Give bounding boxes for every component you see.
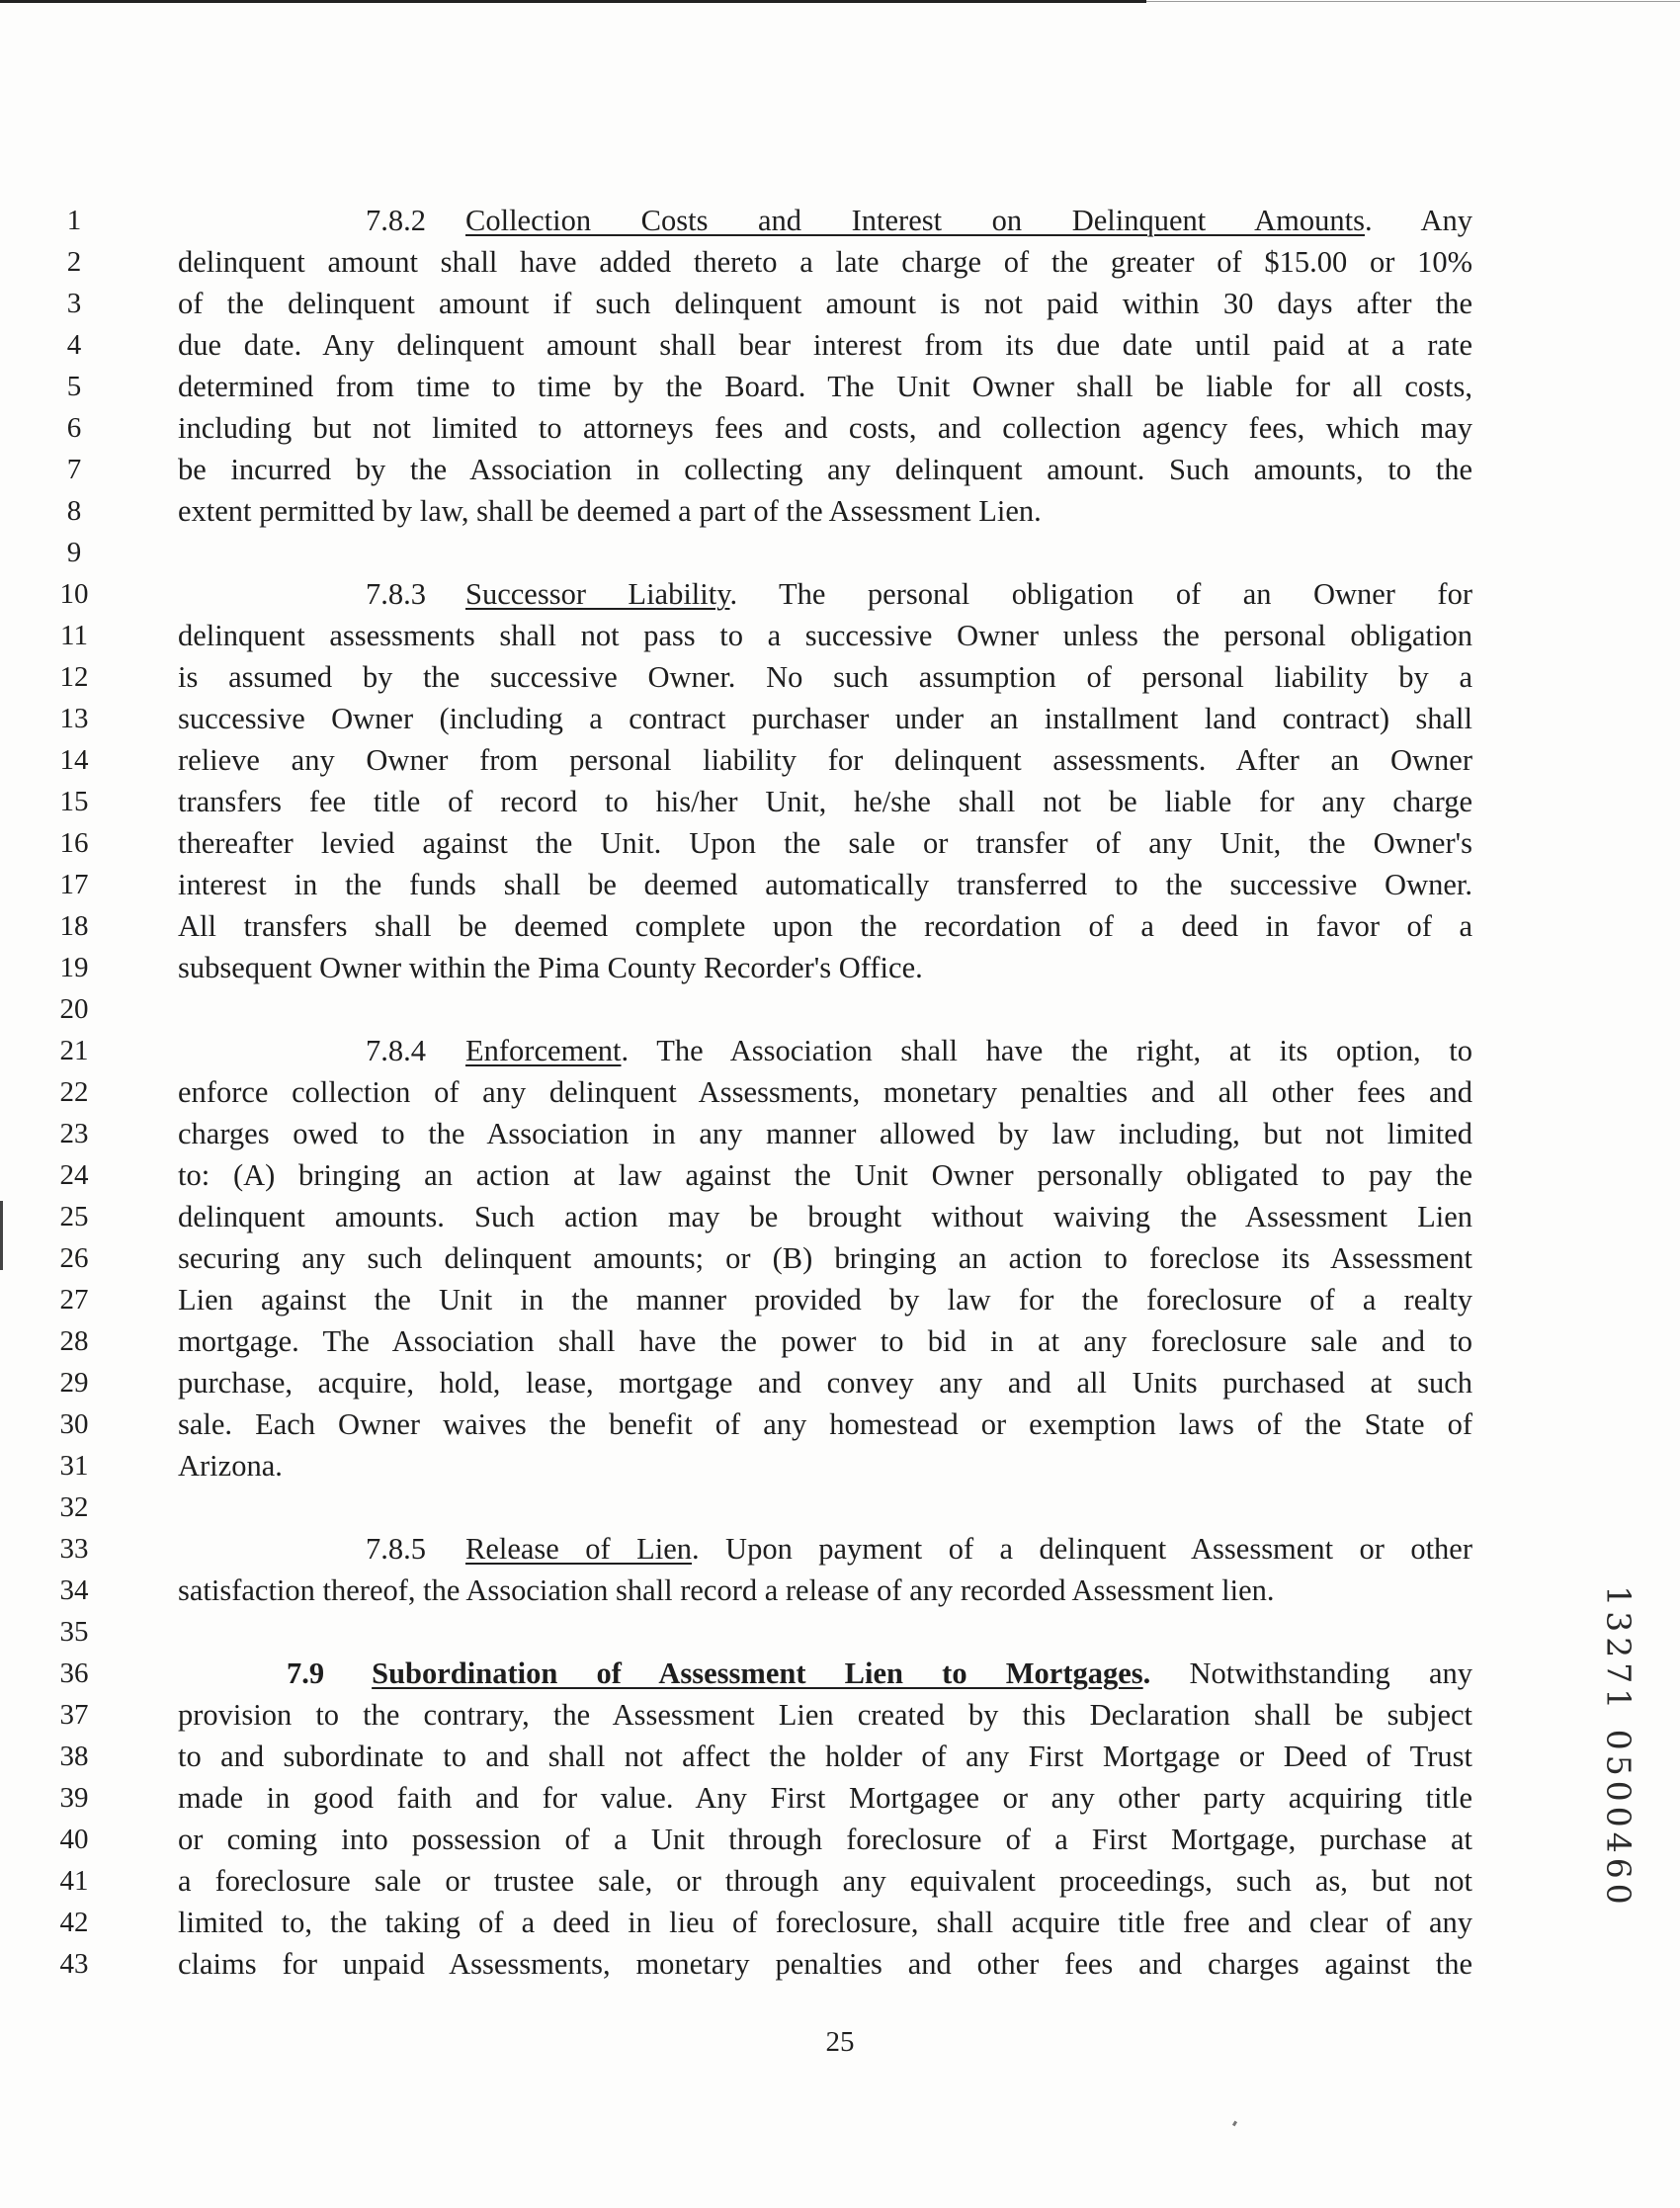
section-heading: Subordination of Assessment Lien to Mortgages: [372, 1656, 1143, 1690]
line-number: 43: [59, 1948, 89, 1980]
section-heading: Collection Costs and Interest on Delinquent Amounts: [465, 204, 1365, 237]
line-number: 42: [59, 1907, 89, 1938]
section-number: 7.8.3: [366, 577, 426, 611]
line-number: 6: [66, 412, 82, 444]
line-number: 41: [59, 1865, 89, 1897]
line-number: 33: [59, 1533, 89, 1565]
blank-line: [178, 1486, 1472, 1528]
section-7-8-3: 7.8.3 Successor Liability. The personal obligation of an Owner for delinquent assessments shall not pass to a successive Owner unless the personal obligation is assumed by the successive Owner. No such assumption of personal liability by a successive Owner (including a contract purchaser under an installment land contract) shall relieve any Owner from personal liability for delinquent assessments. After an Owner transfers fee title of record to his/her Unit, he/she shall not be liable for any charge thereafter levied against the Unit. Upon the sale or transfer of any Unit, the Owner's interest in the funds shall be deemed automatically transferred to the successive Owner. All transfers shall be deemed complete upon the recordation of a deed in favor of a subsequent Owner within the Pima County Recorder's Office.: [178, 573, 1472, 988]
line-number: 13: [59, 703, 89, 734]
line-number: 34: [59, 1574, 89, 1606]
scan-speck: [1232, 2121, 1237, 2127]
line-number: 31: [59, 1450, 89, 1482]
page-number: 25: [825, 2026, 855, 2058]
section-number: 7.8.4: [366, 1034, 426, 1067]
line-number: 12: [59, 661, 89, 693]
recording-stamp: [1599, 1585, 1638, 1910]
line-number: 2: [66, 246, 82, 278]
document-body: [178, 200, 1472, 1985]
line-number-column: [30, 200, 119, 1985]
line-number: 17: [59, 869, 89, 900]
line-number: 5: [66, 371, 82, 402]
line-number: 20: [59, 993, 89, 1025]
line-number: 19: [59, 952, 89, 983]
section-number: 7.8.5: [366, 1532, 426, 1566]
line-number: 15: [59, 786, 89, 817]
line-number: 27: [59, 1284, 89, 1316]
section-7-9: 7.9 Subordination of Assessment Lien to Mortgages. Notwithstanding any provision to the contrary, the Assessment Lien created by this Declaration shall be subject to and subordinate to and shall not affect the holder of any First Mortgage or Deed of Trust made in good faith and for value. Any First Mortgagee or any other party acquiring title or coming into possession of a Unit through foreclosure of a First Mortgage, purchase at a foreclosure sale or trustee sale, or through any equivalent proceedings, such as, but not limited to, the taking of a deed in lieu of foreclosure, shall acquire title free and clear of any claims for unpaid Assessments, monetary penalties and other fees and charges against the: [178, 1653, 1472, 1985]
line-number: 35: [59, 1616, 89, 1648]
line-number: 11: [60, 620, 88, 651]
section-number: 7.9: [287, 1656, 325, 1690]
line-number: 3: [66, 288, 82, 319]
line-number: 9: [66, 537, 82, 568]
line-number: 36: [59, 1657, 89, 1689]
line-number: 21: [59, 1035, 89, 1066]
blank-line: [178, 1611, 1472, 1653]
scan-edge-mark: [0, 1201, 3, 1270]
line-number: 23: [59, 1118, 89, 1149]
line-number: 1: [66, 205, 82, 236]
heading-period: .: [1142, 1656, 1151, 1690]
top-edge-rule: [0, 0, 1146, 3]
line-number: 32: [59, 1491, 89, 1523]
line-number: 38: [59, 1741, 89, 1772]
line-number: 30: [59, 1408, 89, 1440]
line-number: 4: [66, 329, 82, 361]
line-number: 25: [59, 1201, 89, 1232]
line-number: 24: [59, 1159, 89, 1191]
section-heading: Successor Liability: [465, 577, 730, 611]
line-number: 29: [59, 1367, 89, 1399]
line-number: 14: [59, 744, 89, 776]
section-heading: Enforcement: [465, 1034, 622, 1067]
line-number: 40: [59, 1824, 89, 1855]
line-number: 10: [59, 578, 89, 610]
line-number: 39: [59, 1782, 89, 1814]
line-number: 18: [59, 910, 89, 942]
line-number: 26: [59, 1242, 89, 1274]
line-number: 8: [66, 495, 82, 527]
section-7-8-4: 7.8.4 Enforcement. The Association shall have the right, at its option, to enforce collection of any delinquent Assessments, monetary penalties and all other fees and charges owed to the Association in any manner allowed by law including, but not limited to: (A) bringing an action at law against the Unit Owner personally obligated to pay the delinquent amounts. Such action may be brought without waiving the Assessment Lien securing any such delinquent amounts; or (B) bringing an action to foreclose its Assessment Lien against the Unit in the manner provided by law for the foreclosure of a realty mortgage. The Association shall have the power to bid in at any foreclosure sale and to purchase, acquire, hold, lease, mortgage and convey any and all Units purchased at such sale. Each Owner waives the benefit of any homestead or exemption laws of the State of Arizona.: [178, 1030, 1472, 1486]
line-number: 7: [66, 454, 82, 485]
section-number: 7.8.2: [366, 204, 426, 237]
blank-line: [178, 532, 1472, 573]
section-heading: Release of Lien: [465, 1532, 692, 1566]
line-number: 16: [59, 827, 89, 859]
section-7-8-2: 7.8.2 Collection Costs and Interest on Delinquent Amounts. Any delinquent amount shall have added thereto a late charge of the greater of $15.00 or 10% of the delinquent amount if such delinquent amount is not paid within 30 days after the due date. Any delinquent amount shall bear interest from its due date until paid at a rate determined from time to time by the Board. The Unit Owner shall be liable for all costs, including but not limited to attorneys fees and costs, and collection agency fees, which may be incurred by the Association in collecting any delinquent amount. Such amounts, to the extent permitted by law, shall be deemed a part of the Assessment Lien.: [178, 200, 1472, 532]
line-number: 22: [59, 1076, 89, 1108]
section-7-8-5: 7.8.5 Release of Lien. Upon payment of a delinquent Assessment or other satisfaction thereof, the Association shall record a release of any recorded Assessment lien.: [178, 1528, 1472, 1611]
line-number: 28: [59, 1325, 89, 1357]
recording-stamp-text: 13271 0500460: [1599, 1585, 1638, 1910]
line-number: 37: [59, 1699, 89, 1731]
top-edge-rule-faint: [1146, 1, 1680, 2]
blank-line: [178, 988, 1472, 1030]
